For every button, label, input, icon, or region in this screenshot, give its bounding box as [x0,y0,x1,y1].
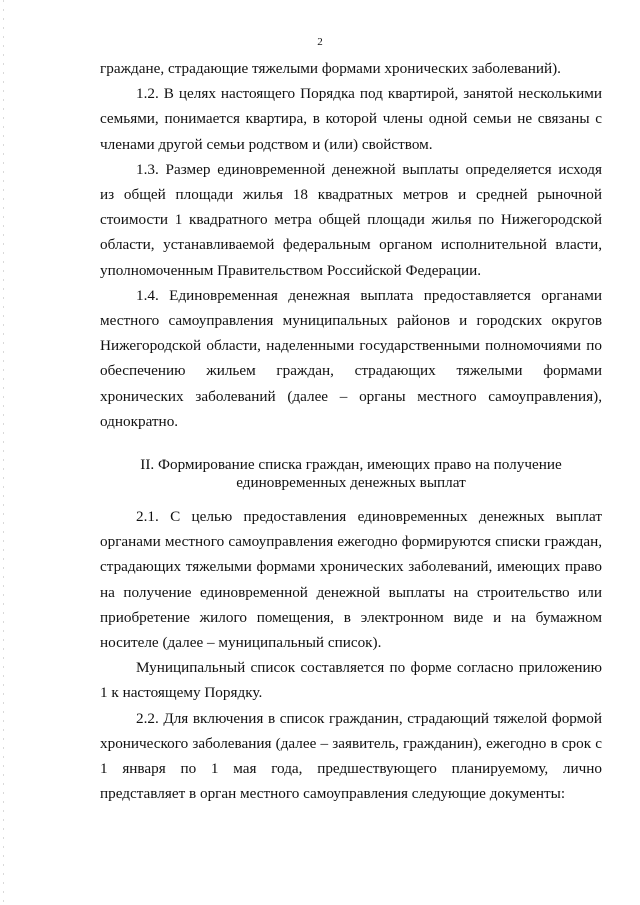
paragraph-1-3: 1.3. Размер единовременной денежной выплаты определяется исходя из общей площади жилья 18 квадратных метров и средней рыночной стоимости 1 квадратного метра общей площади жилья по Нижегородской области, устанавливаемой федеральным органом исполнительной власти, уполномоченным Правительством Российской Федерации. [100,160,602,279]
paragraph-1-2: 1.2. В целях настоящего Порядка под квартирой, занятой несколькими семьями, понимается квартира, в которой члены одной семьи не связаны с членами другой семьи родством и (или) свойством. [100,85,602,153]
paragraph-1-4: 1.4. Единовременная денежная выплата предоставляется органами местного самоуправления муниципальных районов и городских округов Нижегородской области, наделенными государственными полномочиями по обеспечению жильем граждан, страдающих тяжелыми формами хронических заболеваний (далее – органы местного самоуправления), однократно. [100,286,602,430]
paragraph-2-1-form: Муниципальный список составляется по форме согласно приложению 1 к настоящему Порядку. [100,659,602,702]
paragraph-2-1: 2.1. С целью предоставления единовременных денежных выплат органами местного самоуправления ежегодно формируются списки граждан, страдающих тяжелыми формами хронических заболеваний, имеющих право на получение единовременной денежной выплаты на строительство или приобретение жилого помещения, в электронном виде и на бумажном носителе (далее – муниципальный список). [100,508,602,652]
document-body [100,56,602,806]
section-heading-line-2: единовременных денежных выплат [236,474,466,492]
scan-edge-marks [3,0,4,905]
section-gap [100,434,602,456]
section-heading-line-1: II. Формирование списка граждан, имеющих право на получение [140,456,562,474]
page-number: 2 [317,36,323,48]
paragraph-2-2: 2.2. Для включения в список гражданин, страдающий тяжелой формой хронического заболевания (далее – заявитель, гражданин), ежегодно в срок с 1 января по 1 мая года, предшествующего планируемому, лично представляет в орган местного самоуправления следующие документы: [100,709,602,803]
section-heading [100,456,602,492]
paragraph-continuation: граждане, страдающие тяжелыми формами хронических заболеваний). [100,60,561,77]
heading-gap [100,492,602,504]
